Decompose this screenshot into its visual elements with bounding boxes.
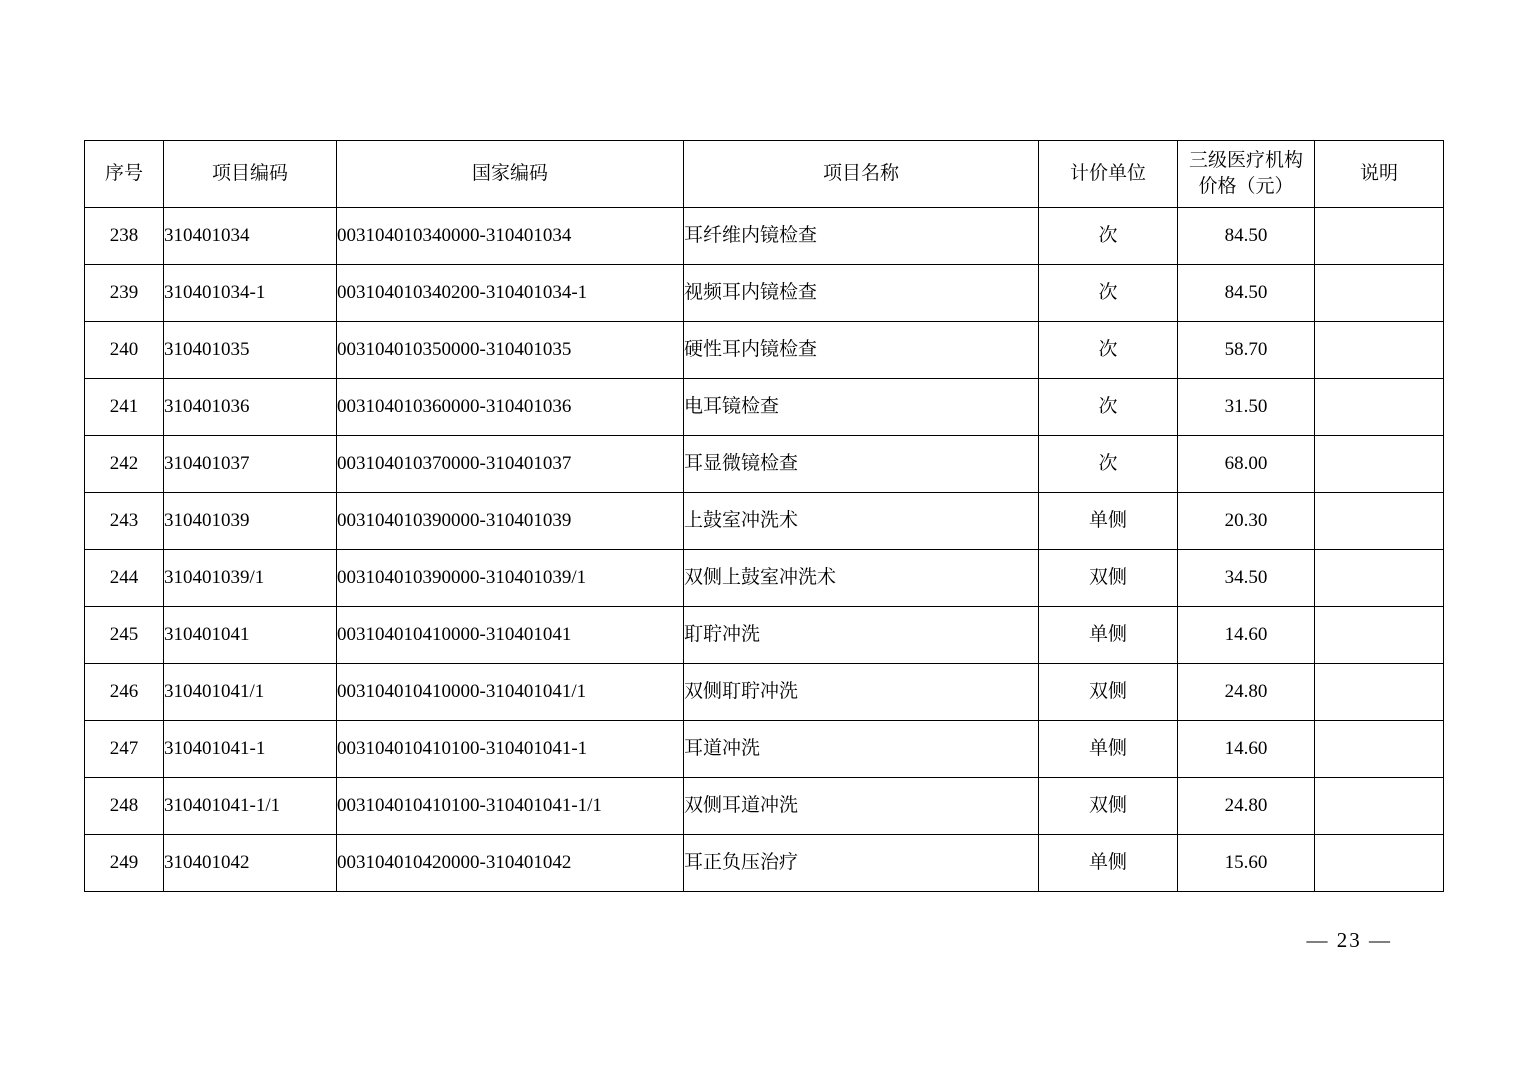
cell-item-code: 310401034-1 xyxy=(164,265,337,322)
cell-item-name: 双侧耵聍冲洗 xyxy=(684,664,1039,721)
cell-item-code: 310401039 xyxy=(164,493,337,550)
cell-unit: 单侧 xyxy=(1039,493,1178,550)
cell-sequence: 242 xyxy=(85,436,164,493)
cell-price: 34.50 xyxy=(1178,550,1315,607)
cell-national-code: 003104010410000-310401041/1 xyxy=(337,664,684,721)
cell-note xyxy=(1315,379,1444,436)
cell-unit: 次 xyxy=(1039,322,1178,379)
table-row xyxy=(85,721,1444,778)
cell-item-code: 310401041-1/1 xyxy=(164,778,337,835)
table-row xyxy=(85,607,1444,664)
price-table-container xyxy=(84,140,1436,892)
cell-price: 58.70 xyxy=(1178,322,1315,379)
column-header-national-code xyxy=(337,141,684,208)
medical-price-table xyxy=(84,140,1444,892)
cell-note xyxy=(1315,664,1444,721)
table-body xyxy=(85,208,1444,892)
cell-item-code: 310401042 xyxy=(164,835,337,892)
cell-unit: 双侧 xyxy=(1039,664,1178,721)
table-header-row xyxy=(85,141,1444,208)
cell-item-code: 310401037 xyxy=(164,436,337,493)
table-header xyxy=(85,141,1444,208)
cell-sequence: 246 xyxy=(85,664,164,721)
cell-price: 14.60 xyxy=(1178,607,1315,664)
cell-national-code: 003104010410000-310401041 xyxy=(337,607,684,664)
cell-national-code: 003104010340200-310401034-1 xyxy=(337,265,684,322)
cell-national-code: 003104010410100-310401041-1/1 xyxy=(337,778,684,835)
cell-item-name: 耳道冲洗 xyxy=(684,721,1039,778)
cell-item-code: 310401039/1 xyxy=(164,550,337,607)
cell-unit: 次 xyxy=(1039,436,1178,493)
cell-national-code: 003104010390000-310401039 xyxy=(337,493,684,550)
cell-price: 84.50 xyxy=(1178,265,1315,322)
column-header-note-label: 说明 xyxy=(1359,163,1398,185)
column-header-price-label-line2: 价格（元） xyxy=(1198,176,1294,197)
cell-item-name: 双侧上鼓室冲洗术 xyxy=(684,550,1039,607)
cell-unit: 双侧 xyxy=(1039,550,1178,607)
table-row xyxy=(85,379,1444,436)
column-header-item-name xyxy=(684,141,1039,208)
cell-note xyxy=(1315,778,1444,835)
cell-unit: 次 xyxy=(1039,379,1178,436)
cell-national-code: 003104010390000-310401039/1 xyxy=(337,550,684,607)
cell-sequence: 241 xyxy=(85,379,164,436)
cell-item-name: 耳纤维内镜检查 xyxy=(684,208,1039,265)
cell-note xyxy=(1315,550,1444,607)
cell-unit: 单侧 xyxy=(1039,607,1178,664)
column-header-price xyxy=(1178,141,1315,208)
cell-price: 31.50 xyxy=(1178,379,1315,436)
cell-price: 68.00 xyxy=(1178,436,1315,493)
cell-item-name: 耳正负压治疗 xyxy=(684,835,1039,892)
table-row xyxy=(85,208,1444,265)
table-row xyxy=(85,265,1444,322)
cell-price: 24.80 xyxy=(1178,778,1315,835)
cell-item-name: 双侧耳道冲洗 xyxy=(684,778,1039,835)
column-header-price-label-line1: 三级医疗机构 xyxy=(1188,150,1303,172)
cell-note xyxy=(1315,265,1444,322)
cell-note xyxy=(1315,322,1444,379)
cell-item-name: 耳显微镜检查 xyxy=(684,436,1039,493)
column-header-note xyxy=(1315,141,1444,208)
cell-sequence: 244 xyxy=(85,550,164,607)
cell-national-code: 003104010360000-310401036 xyxy=(337,379,684,436)
cell-item-name: 上鼓室冲洗术 xyxy=(684,493,1039,550)
table-row xyxy=(85,835,1444,892)
cell-sequence: 238 xyxy=(85,208,164,265)
cell-sequence: 239 xyxy=(85,265,164,322)
cell-price: 84.50 xyxy=(1178,208,1315,265)
table-row xyxy=(85,493,1444,550)
table-row xyxy=(85,436,1444,493)
column-header-sequence-label: 序号 xyxy=(104,163,143,185)
table-row xyxy=(85,322,1444,379)
cell-item-code: 310401036 xyxy=(164,379,337,436)
cell-price: 15.60 xyxy=(1178,835,1315,892)
cell-note xyxy=(1315,436,1444,493)
cell-sequence: 249 xyxy=(85,835,164,892)
cell-item-code: 310401035 xyxy=(164,322,337,379)
cell-unit: 次 xyxy=(1039,265,1178,322)
cell-unit: 次 xyxy=(1039,208,1178,265)
cell-item-code: 310401041 xyxy=(164,607,337,664)
column-header-item-code-label: 项目编码 xyxy=(211,163,288,185)
cell-item-code: 310401034 xyxy=(164,208,337,265)
column-header-unit xyxy=(1039,141,1178,208)
cell-item-code: 310401041/1 xyxy=(164,664,337,721)
page-number: — 23 — xyxy=(1306,928,1392,952)
column-header-item-name-label: 项目名称 xyxy=(822,163,899,185)
cell-sequence: 243 xyxy=(85,493,164,550)
cell-national-code: 003104010340000-310401034 xyxy=(337,208,684,265)
cell-item-name: 电耳镜检查 xyxy=(684,379,1039,436)
cell-price: 14.60 xyxy=(1178,721,1315,778)
cell-unit: 单侧 xyxy=(1039,721,1178,778)
cell-price: 24.80 xyxy=(1178,664,1315,721)
column-header-item-code xyxy=(164,141,337,208)
cell-sequence: 247 xyxy=(85,721,164,778)
cell-unit: 单侧 xyxy=(1039,835,1178,892)
cell-note xyxy=(1315,208,1444,265)
cell-item-name: 耵聍冲洗 xyxy=(684,607,1039,664)
cell-sequence: 240 xyxy=(85,322,164,379)
cell-sequence: 245 xyxy=(85,607,164,664)
cell-note xyxy=(1315,493,1444,550)
column-header-sequence xyxy=(85,141,164,208)
cell-item-name: 硬性耳内镜检查 xyxy=(684,322,1039,379)
cell-unit: 双侧 xyxy=(1039,778,1178,835)
column-header-national-code-label: 国家编码 xyxy=(471,163,548,185)
cell-national-code: 003104010370000-310401037 xyxy=(337,436,684,493)
table-row xyxy=(85,778,1444,835)
table-row xyxy=(85,664,1444,721)
cell-price: 20.30 xyxy=(1178,493,1315,550)
cell-item-name: 视频耳内镜检查 xyxy=(684,265,1039,322)
cell-note xyxy=(1315,607,1444,664)
cell-sequence: 248 xyxy=(85,778,164,835)
cell-national-code: 003104010350000-310401035 xyxy=(337,322,684,379)
cell-note xyxy=(1315,721,1444,778)
cell-item-code: 310401041-1 xyxy=(164,721,337,778)
column-header-unit-label: 计价单位 xyxy=(1069,163,1146,185)
cell-national-code: 003104010410100-310401041-1 xyxy=(337,721,684,778)
table-row xyxy=(85,550,1444,607)
cell-national-code: 003104010420000-310401042 xyxy=(337,835,684,892)
cell-note xyxy=(1315,835,1444,892)
